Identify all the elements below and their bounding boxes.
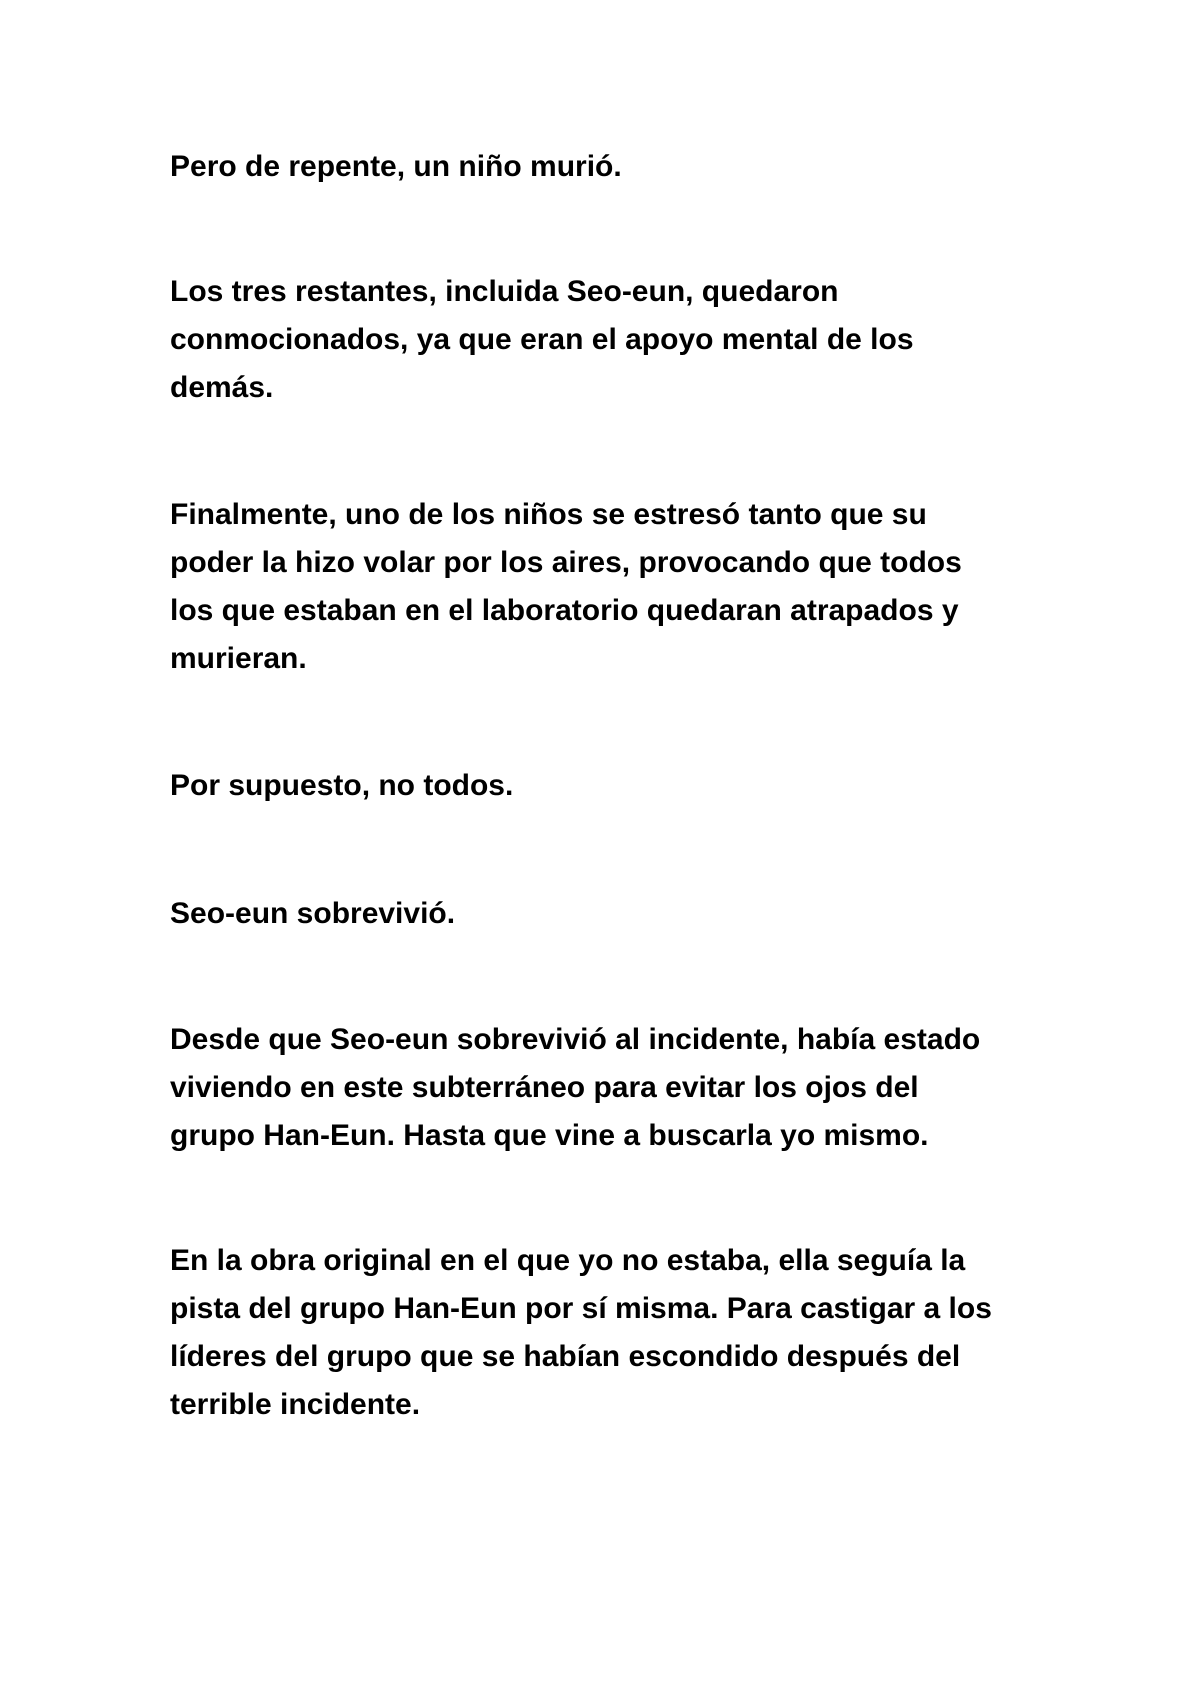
paragraph-7 [170,1237,1040,1429]
paragraph-line: Por supuesto, no todos. [170,769,514,802]
paragraph-line: Pero de repente, un niño murió. [170,150,622,183]
paragraph-6 [170,1016,1040,1160]
paragraph-line: Desde que Seo-eun sobrevivió al incidente, había estado [170,1023,981,1056]
paragraph-line: Los tres restantes, incluida Seo-eun, quedaron [170,275,839,308]
paragraph-line: conmocionados, ya que eran el apoyo mental de los [170,323,914,356]
paragraph-line: murieran. [170,642,307,675]
paragraph-line: terrible incidente. [170,1388,421,1421]
paragraph-line: viviendo en este subterráneo para evitar los ojos del [170,1071,919,1104]
paragraph-line: grupo Han-Eun. Hasta que vine a buscarla yo mismo. [170,1119,929,1152]
paragraph-3 [170,491,1040,683]
paragraph-line: Finalmente, uno de los niños se estresó tanto que su [170,498,927,531]
paragraph-1 [170,143,1040,191]
paragraph-2 [170,268,1040,412]
paragraph-line: los que estaban en el laboratorio quedaran atrapados y [170,594,959,627]
paragraph-4 [170,762,1040,810]
paragraph-line: demás. [170,371,274,404]
paragraph-5 [170,890,1040,938]
paragraph-line: En la obra original en el que yo no estaba, ella seguía la [170,1244,966,1277]
paragraph-line: líderes del grupo que se habían escondido después del [170,1340,961,1373]
paragraph-line: Seo-eun sobrevivió. [170,897,456,930]
paragraph-line: poder la hizo volar por los aires, provocando que todos [170,546,962,579]
paragraph-line: pista del grupo Han-Eun por sí misma. Para castigar a los [170,1292,992,1325]
